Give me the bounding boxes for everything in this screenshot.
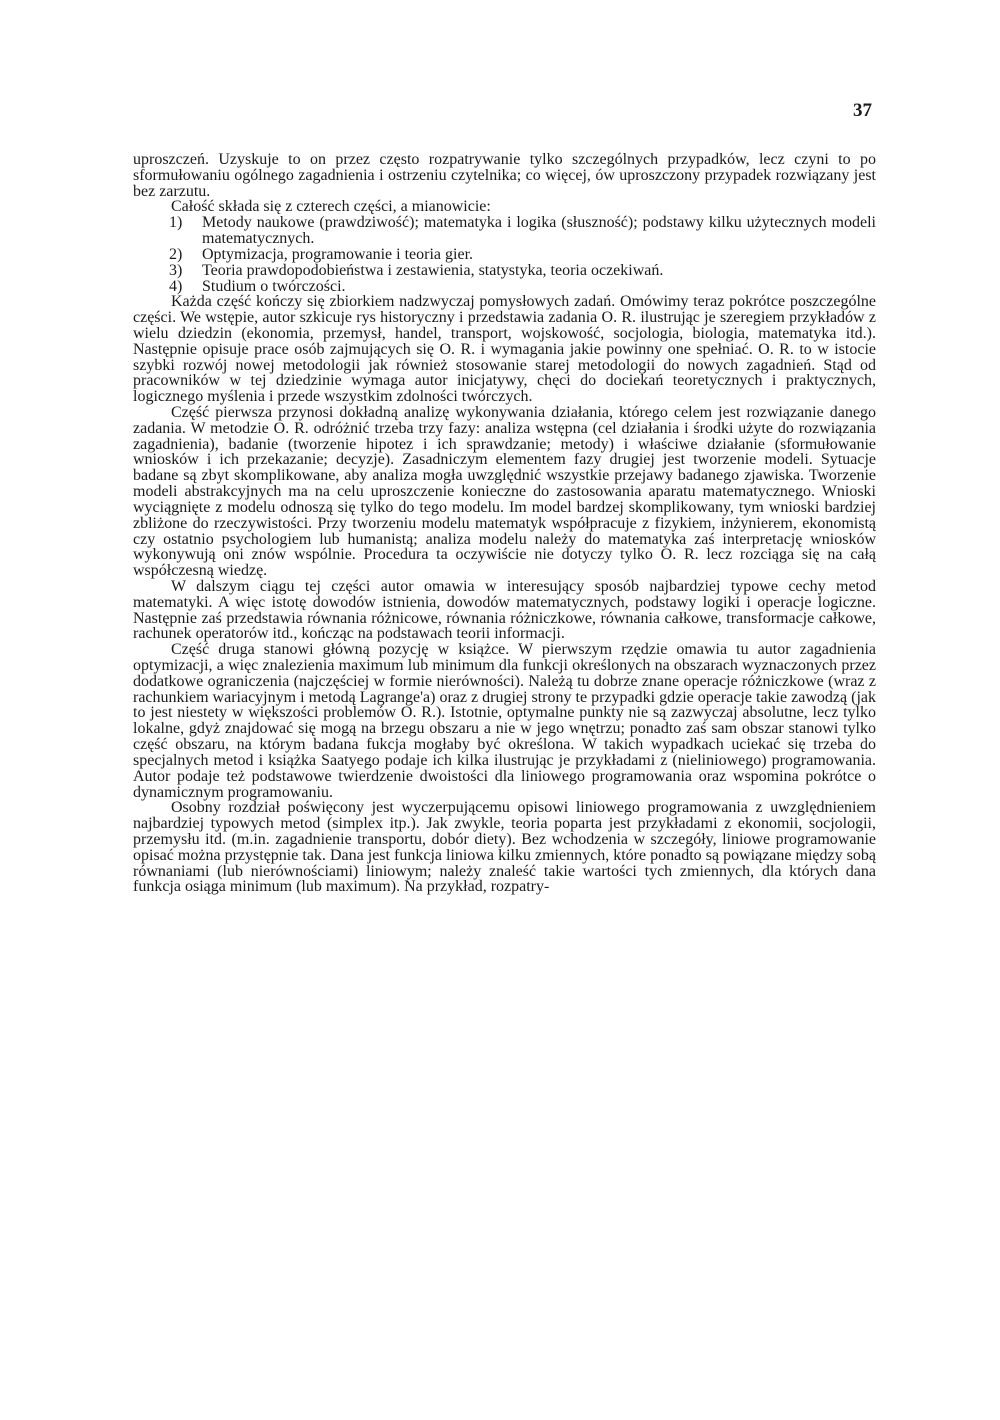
paragraph-part-one: Część pierwsza przynosi dokładną analizę wykonywania działania, którego celem jest rozwiązanie danego zadania. W metodzie O. R. odróżnić trzeba trzy fazy: analiza wstępna (cel działania i środki użyte do rozwiązania zagadnienia), badanie (tworzenie hipotez i ich sprawdzanie; metody) i właściwe działanie (sformułowanie wniosków i ich przekazanie; decyzje). Zasadniczym elementem fazy drugiej jest tworzenie modeli. Sytuacje badane są zbyt skomplikowane, aby analiza mogła uwzględnić wszystkie przejawy badanego zjawiska. Tworzenie modeli abstrakcyjnych ma na celu uproszczenie konieczne do zastosowania aparatu matematycznego. Wnioski wyciągnięte z modelu odnoszą się tylko do tego modelu. Im model bardzej skomplikowany, tym wnioski bardziej zbliżone do rzeczywistości. Przy tworzeniu modelu matematyk współpracuje z fizykiem, inżynierem, ekonomistą czy ostatnio psychologiem lub humanistą; analiza modelu należy do matematyka zaś interpretację wniosków wykonywują oni znów wspólnie. Procedura ta oczywiście nie dotyczy tylko O. R. lecz rozciąga się na całą współczesną wiedzę. — [133, 404, 876, 580]
paragraph-linear-programming: Osobny rozdział poświęcony jest wyczerpującemu opisowi liniowego programowania z uwzględnieniem najbardziej typowych metod (simplex itp.). Jak zwykle, teoria poparta jest przykładami z ekonomii, socjologii, przemysłu itd. (m.in. zagadnienie transportu, dobór diety). Bez wchodzenia w szczegóły, liniowe programowanie opisać można przystępnie tak. Dana jest funkcja liniowa kilku zmiennych, które ponadto są powiązane między sobą równaniami (lub nierównościami) liniowym; należy znaleść takie wartości tych zmiennych, dla których dana funkcja osiąga minimum (lub maximum). Na przykład, rozpatry- — [133, 799, 876, 896]
page-number: 37 — [853, 100, 872, 121]
list-item — [133, 279, 876, 295]
list-item-text: Teoria prawdopodobieństwa i zestawienia, statystyka, teoria oczekiwań. — [202, 261, 664, 279]
list-item-number: 2) — [169, 245, 183, 263]
paragraph-intro-continued: uproszczeń. Uzyskuje to on przez często rozpatrywanie tylko szczególnych przypadków, lecz czyni to po sformułowaniu ogólnego zagadnienia i ostrzeniu czytelnika; co więcej, ów uproszczony przypadek rozwiązany jest bez zarzutu. — [133, 151, 876, 200]
body-text — [133, 152, 876, 895]
paragraph-math-methods: W dalszym ciągu tej części autor omawia w interesujący sposób najbardziej typowe cechy metod matematyki. A więc istotę dowodów istnienia, dowodów matematycznych, podstawy logiki i operacje logiczne. Następnie zaś przedstawia równania różnicowe, równania różniczkowe, równania całkowe, transformacje całkowe, rachunek operatorów itd., kończąc na podstawach teorii informacji. — [133, 577, 876, 643]
list-item-number: 4) — [169, 277, 183, 295]
paragraph-overview: Każda część kończy się zbiorkiem nadzwyczaj pomysłowych zadań. Omówimy teraz pokrótce poszczególne części. We wstępie, autor szkicuje rys historyczny i przedstawia zadania O. R. ilustrując je szeregiem przykładów z wielu dziedzin (ekonomia, przemysł, handel, transport, wojskowość, socjologia, biologia, matematyka itd.). Następnie opisuje prace osób zajmujących się O. R. i wymagania jakie powinny one spełniać. O. R. to w istocie szybki rozwój nowej metodologii jak również stosowanie starej metodologii do nowych zagadnień. Stąd od pracowników w tej dziedzinie wymaga autor inicjatywy, chęci do dociekań teoretycznych i praktycznych, logicznego myślenia i przede wszystkim zdolności twórczych. — [133, 293, 876, 406]
list-item-text: Metody naukowe (prawdziwość); matematyka i logika (słuszność); podstawy kilku użytecznych modeli matematycznych. — [202, 214, 876, 248]
list-item — [133, 263, 876, 279]
list-item-number: 3) — [169, 261, 183, 279]
paragraph-parts-intro: Całość składa się z czterech części, a mianowicie: — [171, 198, 491, 216]
list-item — [133, 247, 876, 263]
list-item — [133, 215, 876, 247]
list-item-text: Optymizacja, programowanie i teoria gier. — [202, 245, 474, 263]
list-item-number: 1) — [169, 214, 183, 232]
paragraph-part-two: Część druga stanowi główną pozycję w książce. W pierwszym rzędzie omawia tu autor zagadnienia optymizacji, a więc znalezienia maximum lub minimum dla funkcji określonych na obszarach wyznaczonych przez dodatkowe ograniczenia (najczęściej w formie nierówności). Należą tu dobrze znane operacje różniczkowe (wraz z rachunkiem wariacyjnym i metodą Lagrange'a) oraz z drugiej strony te przypadki gdzie operacje takie zawodzą (jak to jest niestety w większości problemów O. R.). Istotnie, optymalne punkty nie są zazwyczaj absolutne, lecz tylko lokalne, gdyż znajdować się mogą na brzegu obszaru a nie w jego wnętrzu; ponadto zaś sam obszar stanowi tylko część obszaru, na którym badana fukcja mogłaby być określona. W takich wypadkach uciekać się trzeba do specjalnych metod i książka Saatyego podaje ich kilka ilustrując je przykładami z (nieliniowego) programowania. Autor podaje też podstawowe twierdzenie dwoistości dla liniowego programowania oraz wspomina pokrótce o dynamicznym programowaniu. — [133, 641, 876, 801]
list-item-text: Studium o twórczości. — [202, 277, 346, 295]
